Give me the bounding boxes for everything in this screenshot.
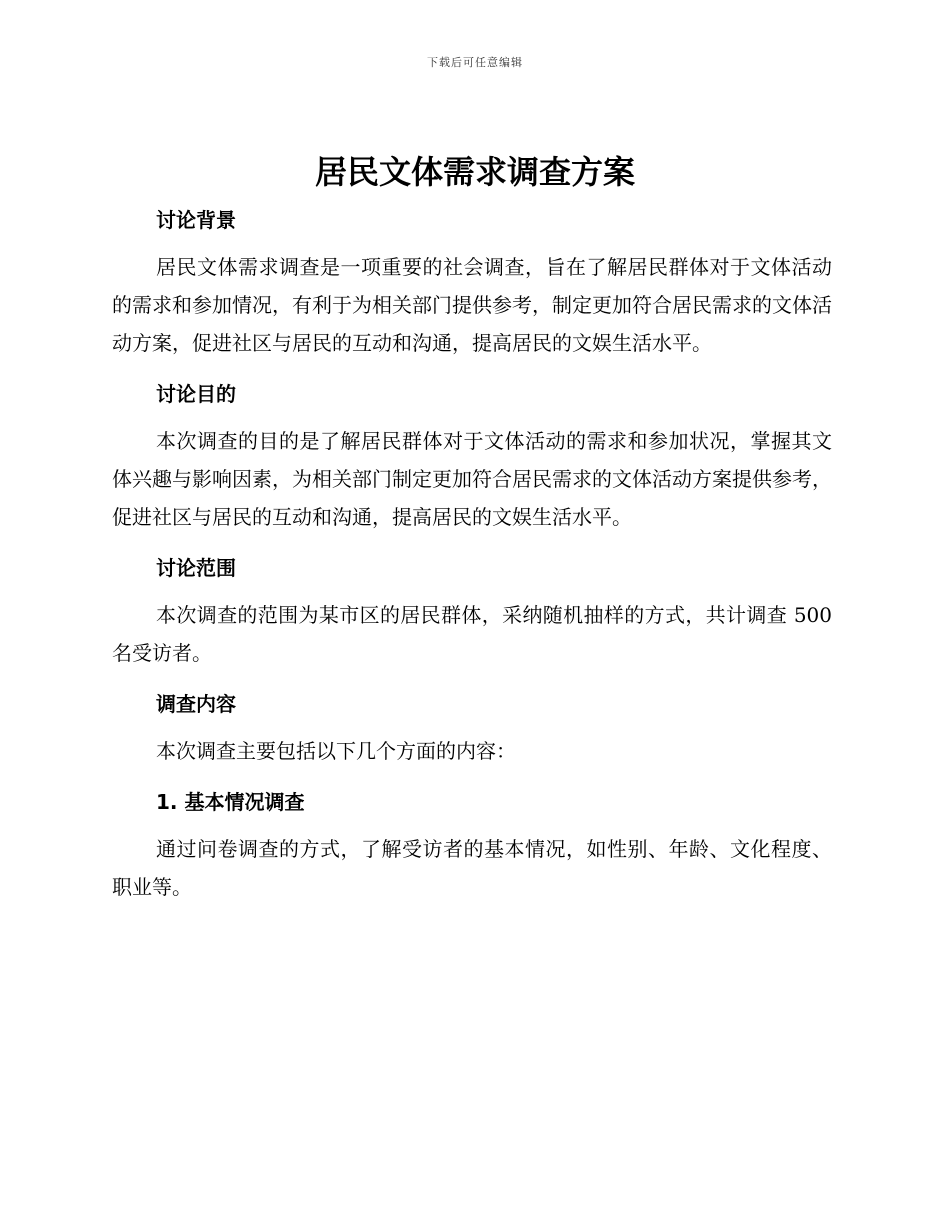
section-text-basic-survey: 通过问卷调查的方式，了解受访者的基本情况，如性别、年龄、文化程度、职业等。 xyxy=(112,837,832,899)
section-text-scope: 本次调查的范围为某市区的居民群体，采纳随机抽样的方式，共计调查 500 名受访者。 xyxy=(112,603,832,665)
section-heading-purpose: 讨论目的 xyxy=(156,382,236,406)
section-text-content: 本次调查主要包括以下几个方面的内容： xyxy=(156,739,516,763)
section-heading-content: 调查内容 xyxy=(156,692,236,716)
section-heading-basic-survey: 1. 基本情况调查 xyxy=(156,790,305,814)
section-text-purpose: 本次调查的目的是了解居民群体对于文体活动的需求和参加状况，掌握其文体兴趣与影响因素，为相关部门制定更加符合居民需求的文体活动方案提供参考，促进社区与居民的互动和沟通，提高居民的文娱生活水平。 xyxy=(112,429,832,529)
section-heading-scope: 讨论范围 xyxy=(156,556,236,580)
section-heading-background: 讨论背景 xyxy=(156,208,236,232)
document-body xyxy=(112,200,832,906)
document-title: 居民文体需求调查方案 xyxy=(314,153,635,191)
section-text-background: 居民文体需求调查是一项重要的社会调查，旨在了解居民群体对于文体活动的需求和参加情况，有利于为相关部门提供参考，制定更加符合居民需求的文体活动方案，促进社区与居民的互动和沟通，提高居民的文娱生活水平。 xyxy=(112,255,832,355)
header-note: 下载后可任意编辑 xyxy=(427,56,523,69)
